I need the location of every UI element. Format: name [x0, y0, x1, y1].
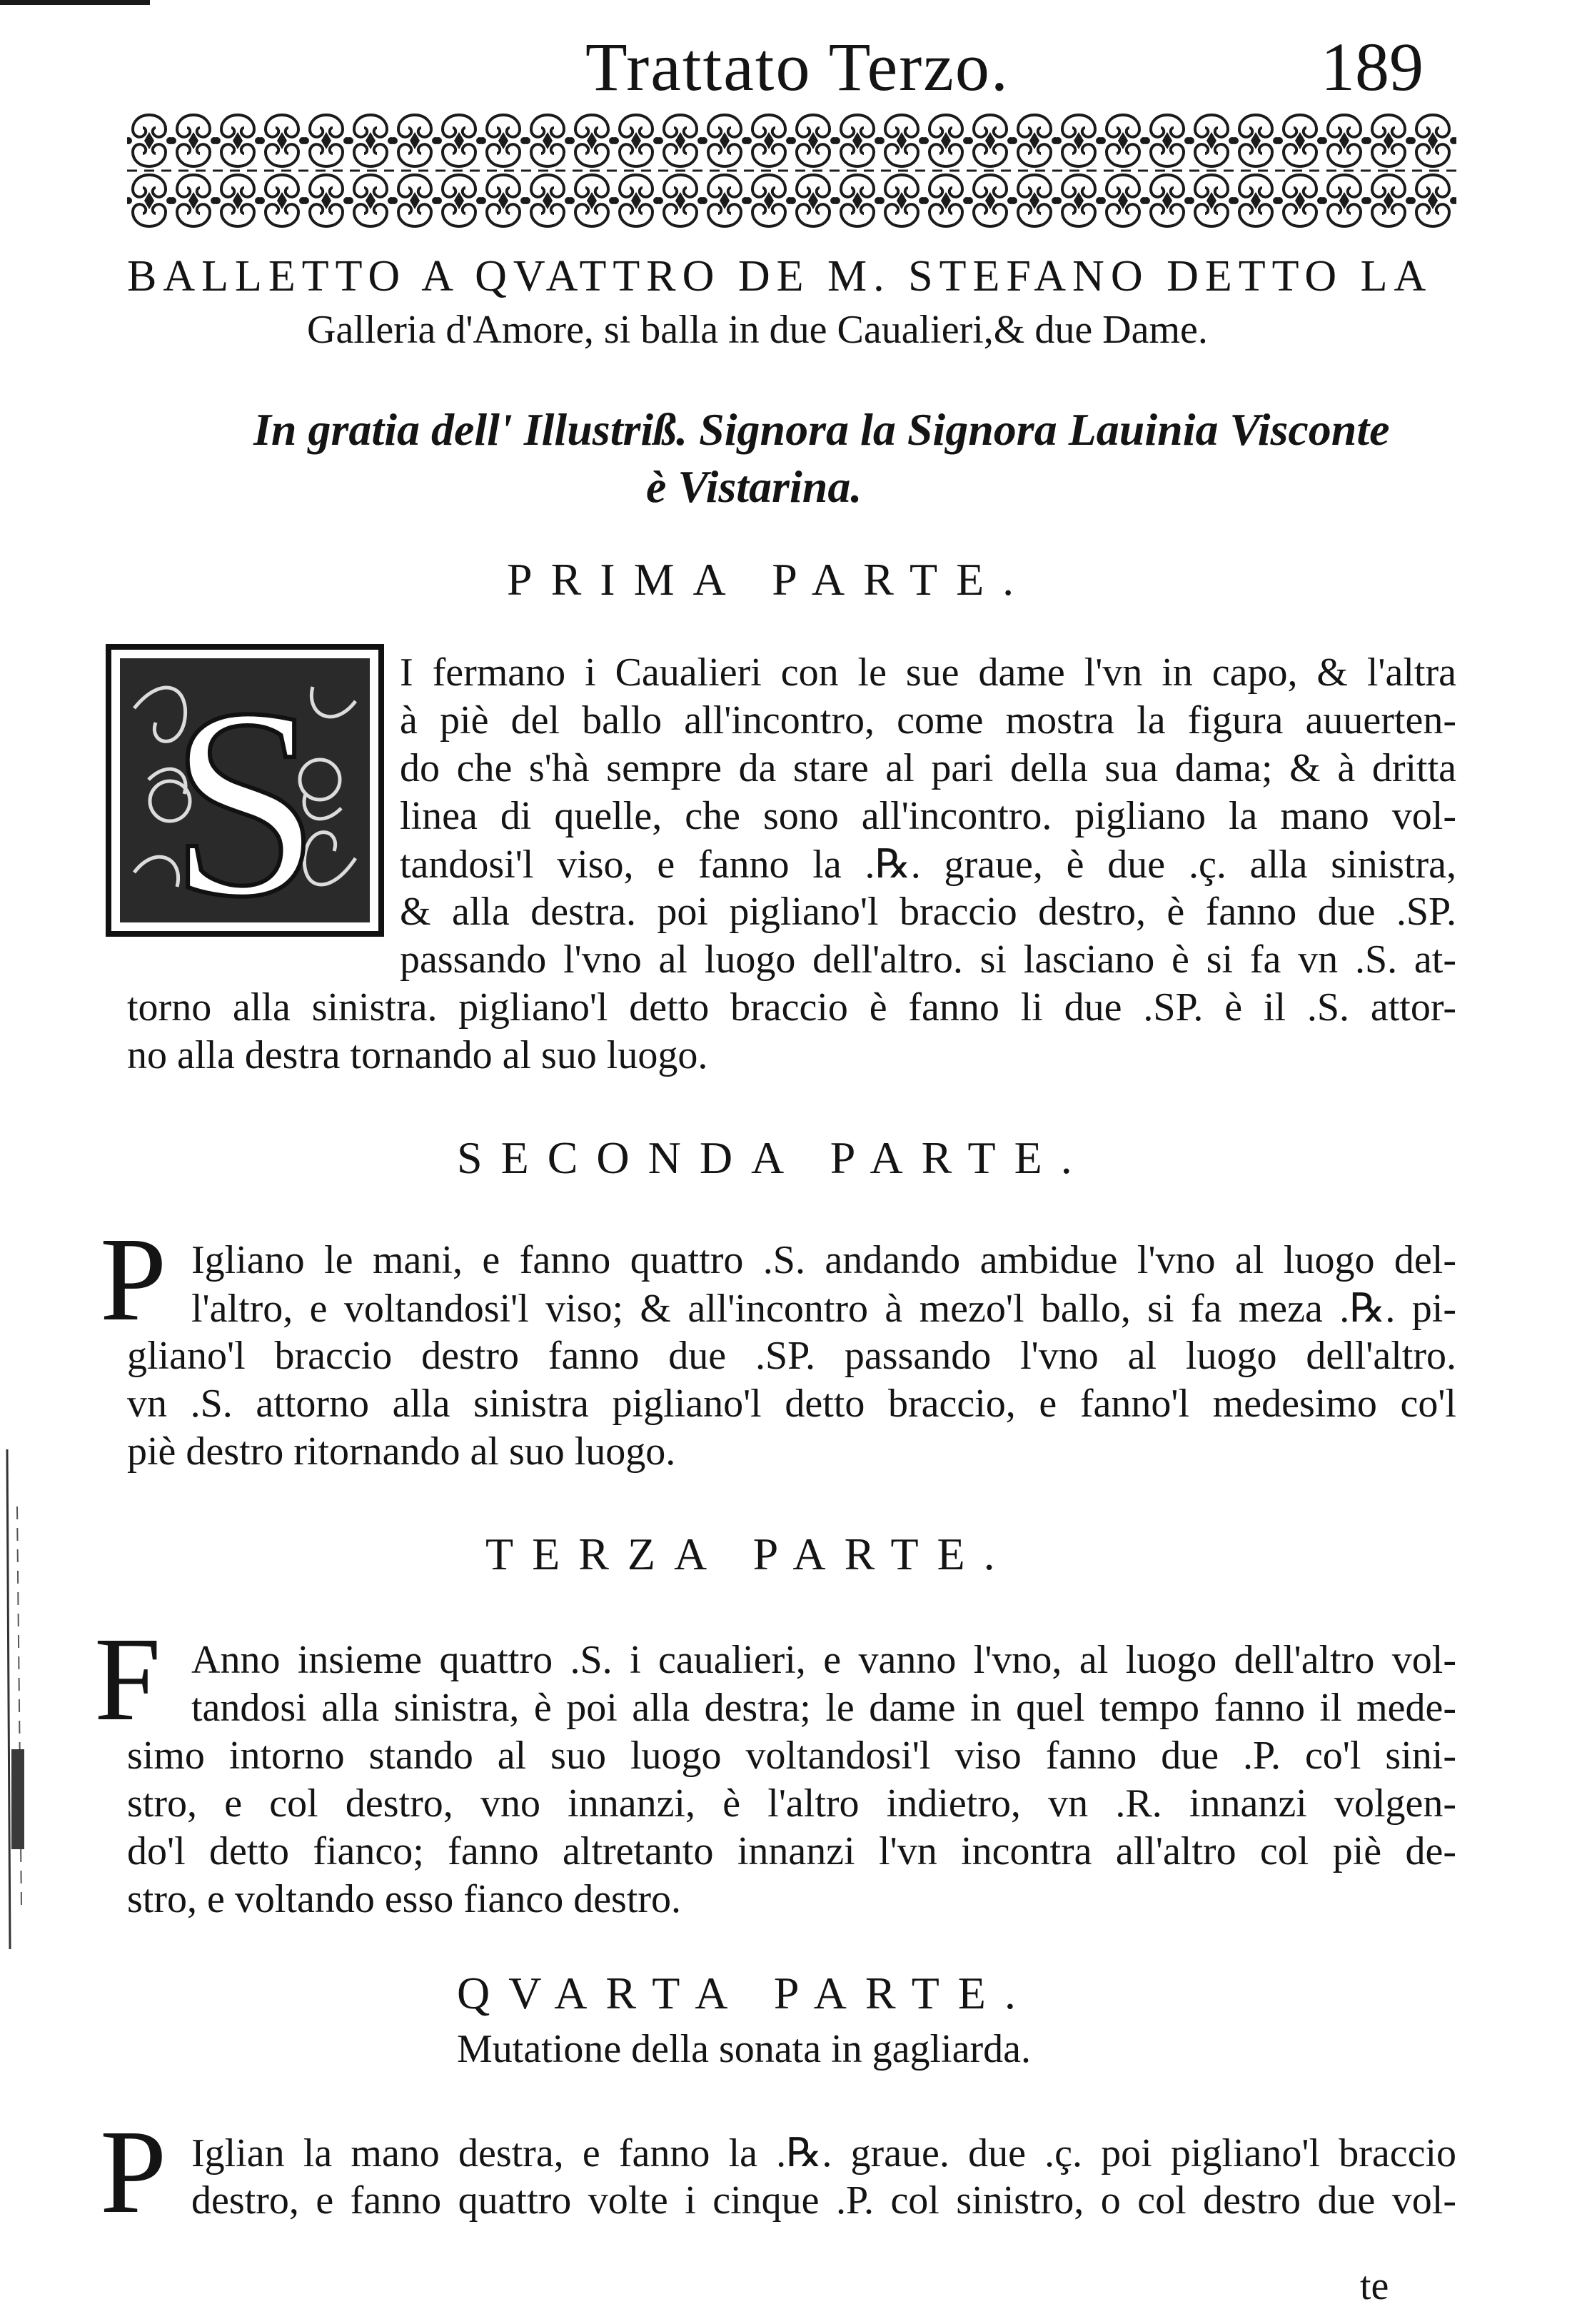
- section-heading-prima: PRIMA PARTE.: [507, 554, 1033, 605]
- seconda-line-2: l'altro, e voltandosi'l viso; & all'incontro à mezo'l ballo, si fa meza .℞. pi-: [191, 1287, 1456, 1331]
- title-line-1: BALLETTO A QVATTRO DE M. STEFANO DETTO LA: [127, 252, 1433, 301]
- binding-edge-mark: [0, 1449, 30, 1949]
- page-edge-rule: [0, 0, 150, 5]
- terza-line-1: Anno insieme quattro .S. i caualieri, e vanno l'vno, al luogo dell'altro vol-: [191, 1638, 1456, 1682]
- drop-cap-s: [106, 644, 384, 937]
- section-heading-seconda: SECONDA PARTE.: [457, 1132, 1091, 1183]
- svg-text:S: S: [169, 653, 321, 937]
- initial-f-terza: F: [94, 1613, 161, 1746]
- quarta-line-1: Iglian la mano destra, e fanno la .℞. graue. due .ç. poi pigliano'l braccio: [191, 2131, 1456, 2175]
- section-heading-quarta: QVARTA PARTE.: [457, 1968, 1034, 2018]
- terza-line-5: do'l detto fianco; fanno altretanto innanzi l'vn incontra all'altro col piè de-: [127, 1829, 1456, 1873]
- seconda-line-1: Igliano le mani, e fanno quattro .S. andando ambidue l'vno al luogo del-: [191, 1238, 1456, 1282]
- seconda-line-4: vn .S. attorno alla sinistra pigliano'l detto braccio, e fanno'l medesimo co'l: [127, 1382, 1456, 1426]
- prima-line-5: tandosi'l viso, e fanno la .℞. graue, è due .ç. alla sinistra,: [400, 842, 1456, 887]
- catchword: te: [1360, 2264, 1389, 2308]
- quarta-line-2: destro, e fanno quattro volte i cinque .P. col sinistro, o col destro due vol-: [191, 2178, 1456, 2223]
- dedication-line-2: è Vistarina.: [646, 461, 862, 512]
- dedication-line-1: In gratia dell' Illustriß. Signora la Signora Lauinia Visconte: [253, 404, 1390, 455]
- initial-p-quarta: P: [100, 2106, 167, 2238]
- prima-line-8: torno alla sinistra. pigliano'l detto braccio è fanno li due .SP. è il .S. attor-: [127, 985, 1456, 1030]
- terza-line-4: stro, e col destro, vno innanzi, è l'altro indietro, vn .R. innanzi volgen-: [127, 1781, 1456, 1826]
- terza-line-2: tandosi alla sinistra, è poi alla destra; le dame in quel tempo fanno il mede-: [191, 1686, 1456, 1730]
- seconda-line-3: gliano'l braccio destro fanno due .SP. passando l'vno al luogo dell'altro.: [127, 1334, 1456, 1378]
- terza-line-3: simo intorno stando al suo luogo voltandosi'l viso fanno due .P. co'l sini-: [127, 1734, 1456, 1778]
- prima-line-7: passando l'vno al luogo dell'altro. si lasciano è si fa vn .S. at-: [400, 937, 1456, 982]
- fleuron-band: [127, 111, 1456, 231]
- prima-line-6: & alla destra. poi pigliano'l braccio destro, è fanno due .SP.: [400, 890, 1456, 934]
- prima-line-1: I fermano i Caualieri con le sue dame l'vn in capo, & l'altra: [400, 650, 1456, 695]
- running-title: Trattato Terzo.: [585, 29, 1009, 105]
- seconda-line-5: piè destro ritornando al suo luogo.: [127, 1429, 676, 1474]
- prima-line-3: do che s'hà sempre da stare al pari della sua dama; & à dritta: [400, 746, 1456, 790]
- section-heading-terza: TERZA PARTE.: [485, 1529, 1014, 1579]
- page-number: 189: [1321, 29, 1424, 105]
- prima-line-2: à piè del ballo all'incontro, come mostra la figura auuerten-: [400, 698, 1456, 743]
- quarta-subheading: Mutatione della sonata in gagliarda.: [457, 2027, 1031, 2071]
- initial-p-seconda: P: [100, 1213, 167, 1346]
- prima-line-9: no alla destra tornando al suo luogo.: [127, 1033, 708, 1077]
- prima-line-4: linea di quelle, che sono all'incontro. pigliano la mano vol-: [400, 794, 1456, 838]
- title-line-2: Galleria d'Amore, si balla in due Caualieri,& due Dame.: [307, 308, 1208, 352]
- terza-line-6: stro, e voltando esso fianco destro.: [127, 1877, 682, 1921]
